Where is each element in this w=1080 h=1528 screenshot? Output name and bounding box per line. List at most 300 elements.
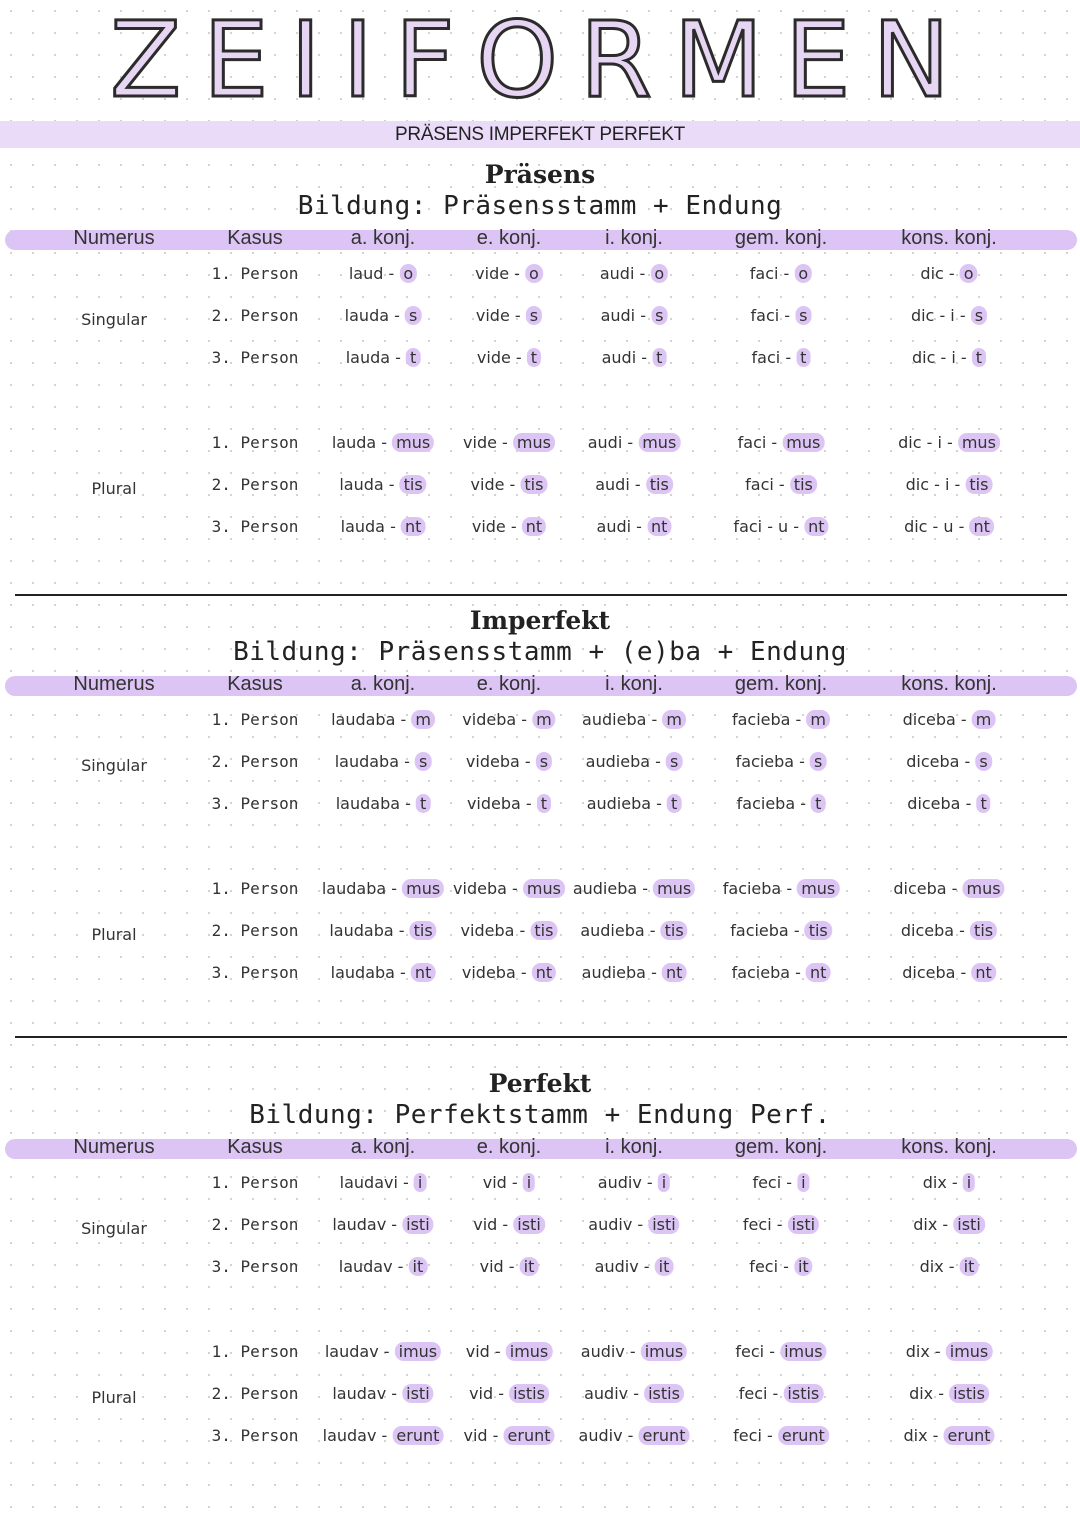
verb-stem: videba (466, 794, 521, 813)
conjugation-cell (911, 306, 987, 325)
verb-stem: dix (903, 1426, 928, 1445)
conjugation-cell (588, 1215, 679, 1234)
conjugation-cell (750, 264, 812, 283)
separator: - (394, 963, 411, 982)
separator: - (937, 1215, 954, 1234)
verb-stem: laudav (322, 1426, 377, 1445)
conjugation-cell (597, 517, 672, 536)
separator: - (781, 1173, 798, 1192)
verb-ending: t (527, 348, 541, 367)
verb-stem: audiv (578, 1426, 623, 1445)
verb-ending: nt (522, 517, 546, 536)
conjugation-cell (573, 879, 695, 898)
verb-ending: m (662, 710, 686, 729)
conjugation-cell (752, 1173, 809, 1192)
conjugation-cell (472, 517, 546, 536)
verb-stem: feci (733, 1426, 762, 1445)
verb-stem: audiv (580, 1342, 625, 1361)
separator: - (781, 879, 798, 898)
conjugation-cell (903, 1426, 994, 1445)
conjugation-cell (600, 264, 668, 283)
verb-stem: laudaba (321, 879, 387, 898)
verb-ending: s (536, 752, 552, 771)
kasus-label: 3. Person (211, 794, 299, 813)
verb-ending: nt (971, 963, 995, 982)
separator: - (504, 475, 521, 494)
numerus-label: Plural (91, 479, 137, 498)
separator: - (505, 517, 522, 536)
verb-ending: tis (530, 921, 557, 940)
kasus-label: 3. Person (211, 1426, 299, 1445)
verb-stem: faci - u (733, 517, 789, 536)
verb-ending: nt (401, 517, 425, 536)
verb-stem: diceba (906, 752, 960, 771)
conjugation-cell (466, 1342, 553, 1361)
separator: - (624, 1342, 641, 1361)
separator: - (929, 1342, 946, 1361)
separator: - (636, 348, 653, 367)
separator: - (509, 264, 526, 283)
verb-ending: erunt (944, 1426, 995, 1445)
separator: - (506, 1173, 523, 1192)
verb-ending: mus (638, 433, 680, 452)
conjugation-cell (480, 1257, 539, 1276)
verb-stem: dix (922, 1173, 947, 1192)
separator: - (645, 963, 662, 982)
title-letter: E (784, 0, 851, 121)
verb-stem: dix (913, 1215, 938, 1234)
conjugation-cell (923, 1173, 975, 1192)
conjugation-cell (595, 475, 673, 494)
verb-ending: imus (780, 1342, 827, 1361)
verb-stem: feci (749, 1257, 779, 1276)
conjugation-cell (584, 1384, 684, 1403)
conjugation-cell (582, 963, 687, 982)
conjugation-cell (902, 963, 996, 982)
verb-ending: t (406, 348, 420, 367)
column-header: Numerus (73, 227, 155, 249)
section-title: Präsens (484, 160, 596, 189)
verb-stem: diceba (893, 879, 947, 898)
verb-stem: faci (749, 264, 779, 283)
conjugation-cell (906, 1342, 993, 1361)
title-letter: F (394, 0, 455, 121)
separator: - (376, 1426, 393, 1445)
kasus-label: 2. Person (211, 1384, 299, 1403)
verb-ending: mus (523, 879, 565, 898)
verb-stem: videba (461, 963, 516, 982)
conjugation-cell (893, 879, 1004, 898)
verb-stem: laudavi (339, 1173, 398, 1192)
separator: - (651, 794, 668, 813)
verb-stem: audi (587, 433, 623, 452)
separator: - (503, 1257, 520, 1276)
column-header: a. konj. (350, 673, 416, 695)
conjugation-cell (340, 1173, 427, 1192)
conjugation-cell (335, 752, 432, 771)
conjugation-cell (331, 710, 435, 729)
verb-ending: it (409, 1257, 428, 1276)
conjugation-cell (467, 794, 551, 813)
verb-ending: t (811, 794, 825, 813)
verb-stem: vide (463, 433, 497, 452)
verb-ending: nt (970, 517, 994, 536)
title-letter: N (872, 0, 950, 121)
verb-stem: dic - i (910, 306, 955, 325)
verb-stem: audieba (581, 963, 646, 982)
verb-ending: o (794, 264, 812, 283)
separator: - (764, 1342, 781, 1361)
verb-stem: audi (599, 264, 635, 283)
verb-stem: vide (476, 348, 511, 367)
separator: - (628, 1384, 645, 1403)
verb-stem: laudaba (331, 710, 396, 729)
conjugation-cell (602, 348, 667, 367)
verb-ending: tis (646, 475, 673, 494)
conjugation-cell (732, 963, 831, 982)
verb-ending: s (975, 752, 991, 771)
verb-ending: nt (532, 963, 556, 982)
kasus-label: 3. Person (211, 1257, 299, 1276)
verb-ending: s (526, 306, 542, 325)
verb-ending: s (971, 306, 987, 325)
verb-stem: feci (742, 1215, 772, 1234)
kasus-label: 2. Person (211, 1215, 299, 1234)
separator: - (395, 710, 412, 729)
separator: - (386, 879, 403, 898)
kasus-label: 1. Person (211, 879, 299, 898)
conjugation-cell (737, 794, 826, 813)
column-header: e. konj. (476, 1136, 542, 1158)
separator: - (389, 306, 405, 325)
separator: - (400, 794, 416, 813)
verb-ending: isti (648, 1215, 680, 1234)
section-title: Perfekt (488, 1069, 592, 1098)
separator: - (766, 433, 783, 452)
title-letter: Z (110, 0, 182, 121)
numerus-label: Plural (91, 925, 137, 944)
section-formula: Bildung: Perfektstamm + Endung Perf. (249, 1100, 831, 1130)
verb-stem: vide (471, 517, 506, 536)
separator: - (378, 1342, 395, 1361)
verb-ending: imus (641, 1342, 688, 1361)
verb-stem: diceba (902, 963, 956, 982)
title-letter: O (476, 0, 559, 121)
kasus-label: 3. Person (211, 517, 299, 536)
verb-ending: tis (970, 921, 997, 940)
conjugation-cell (339, 1257, 428, 1276)
verb-ending: tis (400, 475, 427, 494)
separator: - (927, 1426, 944, 1445)
verb-ending: it (794, 1257, 813, 1276)
separator: - (509, 306, 526, 325)
conjugation-cell (601, 306, 668, 325)
verb-ending: i (963, 1173, 975, 1192)
separator: - (515, 963, 532, 982)
verb-ending: i (523, 1173, 535, 1192)
conjugation-cell (906, 475, 993, 494)
verb-ending: tis (520, 475, 547, 494)
separator: - (955, 710, 972, 729)
numerus-label: Singular (81, 310, 147, 329)
conjugation-cell (738, 433, 825, 452)
separator: - (941, 433, 958, 452)
verb-ending: imus (395, 1342, 442, 1361)
verb-ending: mus (797, 879, 839, 898)
separator: - (641, 1173, 658, 1192)
separator: - (644, 921, 661, 940)
verb-stem: audieba (580, 921, 645, 940)
verb-stem: laudav (332, 1384, 387, 1403)
conjugation-cell (920, 1257, 979, 1276)
conjugation-cell (582, 710, 686, 729)
verb-ending: nt (662, 963, 686, 982)
conjugation-cell (901, 921, 997, 940)
verb-ending: imus (506, 1342, 553, 1361)
verb-ending: mus (653, 879, 695, 898)
conjugation-cell (469, 1384, 549, 1403)
separator: - (638, 1257, 655, 1276)
separator: - (629, 475, 646, 494)
conjugation-cell (579, 1426, 690, 1445)
conjugation-cell (904, 517, 994, 536)
separator: - (943, 1257, 960, 1276)
conjugation-cell (463, 433, 555, 452)
verb-ending: t (976, 794, 990, 813)
separator: - (795, 794, 812, 813)
column-header: e. konj. (476, 673, 542, 695)
verb-stem: faci (745, 475, 774, 494)
conjugation-cell (749, 1257, 812, 1276)
separator: - (496, 433, 513, 452)
separator: - (386, 1384, 403, 1403)
verb-stem: facieba (731, 710, 791, 729)
title-letter: M (673, 0, 764, 121)
verb-stem: audiv (597, 1173, 642, 1192)
verb-ending: t (416, 794, 430, 813)
verb-ending: i (658, 1173, 670, 1192)
conjugation-cell (453, 879, 565, 898)
separator: - (954, 306, 971, 325)
separator: - (771, 1215, 788, 1234)
section-header (0, 160, 1080, 222)
kasus-label: 2. Person (211, 475, 299, 494)
separator: - (393, 921, 410, 940)
verb-ending: m (411, 710, 435, 729)
separator: - (933, 1384, 950, 1403)
conjugation-cell (732, 710, 830, 729)
verb-stem: laudav (332, 1215, 387, 1234)
verb-ending: t (796, 348, 810, 367)
verb-stem: vide (470, 475, 505, 494)
verb-ending: imus (946, 1342, 993, 1361)
separator: - (635, 306, 652, 325)
separator: - (632, 1215, 649, 1234)
section-formula: Bildung: Präsensstamm + Endung (297, 191, 783, 221)
verb-ending: o (960, 264, 978, 283)
title-letter: R (579, 0, 652, 121)
separator: - (946, 1173, 963, 1192)
column-header: Kasus (227, 1136, 283, 1158)
separator: - (778, 264, 795, 283)
separator: - (946, 879, 963, 898)
verb-ending: m (806, 710, 830, 729)
verb-ending: t (667, 794, 681, 813)
verb-ending: t (972, 348, 986, 367)
verb-stem: facieba (722, 879, 782, 898)
separator: - (637, 879, 654, 898)
section-divider (15, 594, 1067, 596)
numerus-label: Singular (81, 1219, 147, 1238)
verb-stem: vid (473, 1215, 498, 1234)
verb-stem: vide (475, 306, 510, 325)
verb-stem: dic - i (898, 433, 942, 452)
conjugation-cell (325, 1342, 441, 1361)
title-letter: E (202, 0, 269, 121)
verb-ending: s (810, 752, 826, 771)
verb-stem: audi (596, 517, 632, 536)
conjugation-cell (329, 921, 436, 940)
conjugation-cell (587, 794, 682, 813)
separator: - (489, 1342, 506, 1361)
verb-ending: isti (402, 1384, 434, 1403)
verb-stem: feci (738, 1384, 768, 1403)
conjugation-cell (723, 879, 840, 898)
conjugation-cell (898, 433, 1000, 452)
section-header (0, 1069, 1080, 1131)
verb-stem: lauda (339, 475, 384, 494)
separator: - (392, 1257, 409, 1276)
separator: - (959, 752, 976, 771)
title-letter: I (342, 0, 374, 121)
conjugation-cell (331, 963, 436, 982)
conjugation-cell (752, 348, 811, 367)
verb-stem: faci (737, 433, 767, 452)
separator: - (788, 921, 805, 940)
separator: - (650, 752, 666, 771)
verb-ending: s (415, 752, 431, 771)
kasus-label: 1. Person (211, 710, 299, 729)
verb-ending: s (405, 306, 421, 325)
verb-stem: faci (751, 348, 781, 367)
separator: - (383, 475, 400, 494)
verb-ending: tis (805, 921, 832, 940)
verb-stem: audi (600, 306, 636, 325)
verb-ending: mus (402, 879, 444, 898)
verb-stem: facieba (731, 963, 791, 982)
column-header: kons. konj. (901, 673, 997, 695)
verb-ending: tis (661, 921, 688, 940)
column-header: kons. konj. (901, 1136, 997, 1158)
verb-ending: t (652, 348, 666, 367)
verb-ending: mus (513, 433, 555, 452)
column-header: Numerus (73, 673, 155, 695)
conjugation-cell (463, 1426, 554, 1445)
kasus-label: 2. Person (211, 306, 299, 325)
verb-stem: audi (595, 475, 630, 494)
separator: - (516, 710, 533, 729)
verb-ending: istis (949, 1384, 989, 1403)
verb-ending: s (651, 306, 667, 325)
subtitle-banner: PRÄSENS IMPERFEKT PERFEKT (0, 121, 1080, 148)
verb-ending: isti (513, 1215, 545, 1234)
column-header: Kasus (227, 673, 283, 695)
verb-ending: i (414, 1173, 426, 1192)
separator: - (497, 1215, 514, 1234)
verb-ending: nt (647, 517, 671, 536)
verb-stem: vid (482, 1173, 507, 1192)
conjugation-cell (595, 1257, 674, 1276)
separator: - (383, 264, 400, 283)
verb-stem: dic (920, 264, 944, 283)
conjugation-cell (907, 794, 990, 813)
separator: - (622, 1426, 639, 1445)
verb-stem: audieba (586, 794, 652, 813)
column-header: Numerus (73, 1136, 155, 1158)
verb-stem: laudaba (335, 794, 401, 813)
separator: - (955, 348, 972, 367)
separator: - (386, 1215, 403, 1234)
separator: - (384, 517, 401, 536)
separator: - (634, 264, 651, 283)
verb-ending: o (650, 264, 668, 283)
verb-ending: istis (783, 1384, 823, 1403)
section-formula: Bildung: Präsensstamm + (e)ba + Endung (233, 637, 847, 667)
verb-stem: dic - i (911, 348, 956, 367)
separator: - (773, 475, 790, 494)
verb-ending: it (960, 1257, 979, 1276)
numerus-label: Singular (81, 756, 147, 775)
verb-ending: mus (963, 879, 1005, 898)
verb-stem: lauda (344, 306, 390, 325)
separator: - (622, 433, 639, 452)
verb-stem: diceba (907, 794, 961, 813)
separator: - (631, 517, 648, 536)
separator: - (761, 1426, 778, 1445)
conjugation-cell (745, 475, 817, 494)
conjugation-cell (580, 921, 687, 940)
conjugation-cell (462, 963, 556, 982)
separator: - (943, 264, 960, 283)
verb-ending: isti (788, 1215, 820, 1234)
verb-stem: audieba (572, 879, 638, 898)
verb-stem: audieba (582, 710, 647, 729)
verb-stem: diceba (902, 710, 956, 729)
conjugation-cell (736, 752, 827, 771)
verb-stem: laudaba (334, 752, 400, 771)
separator: - (949, 475, 966, 494)
verb-stem: vid (469, 1384, 494, 1403)
conjugation-cell (912, 348, 986, 367)
conjugation-cell (751, 306, 812, 325)
conjugation-cell (471, 475, 548, 494)
conjugation-cell (906, 752, 992, 771)
verb-stem: audiv (584, 1384, 629, 1403)
separator: - (794, 752, 811, 771)
verb-ending: i (797, 1173, 809, 1192)
kasus-label: 1. Person (211, 433, 299, 452)
verb-stem: vid (479, 1257, 504, 1276)
separator: - (955, 963, 972, 982)
verb-ending: o (399, 264, 417, 283)
title-letter: I (290, 0, 321, 121)
separator: - (780, 348, 797, 367)
kasus-label: 1. Person (211, 1342, 299, 1361)
column-header: gem. konj. (734, 1136, 828, 1158)
verb-ending: it (655, 1257, 674, 1276)
conjugation-cell (903, 710, 996, 729)
conjugation-cell (323, 1426, 444, 1445)
